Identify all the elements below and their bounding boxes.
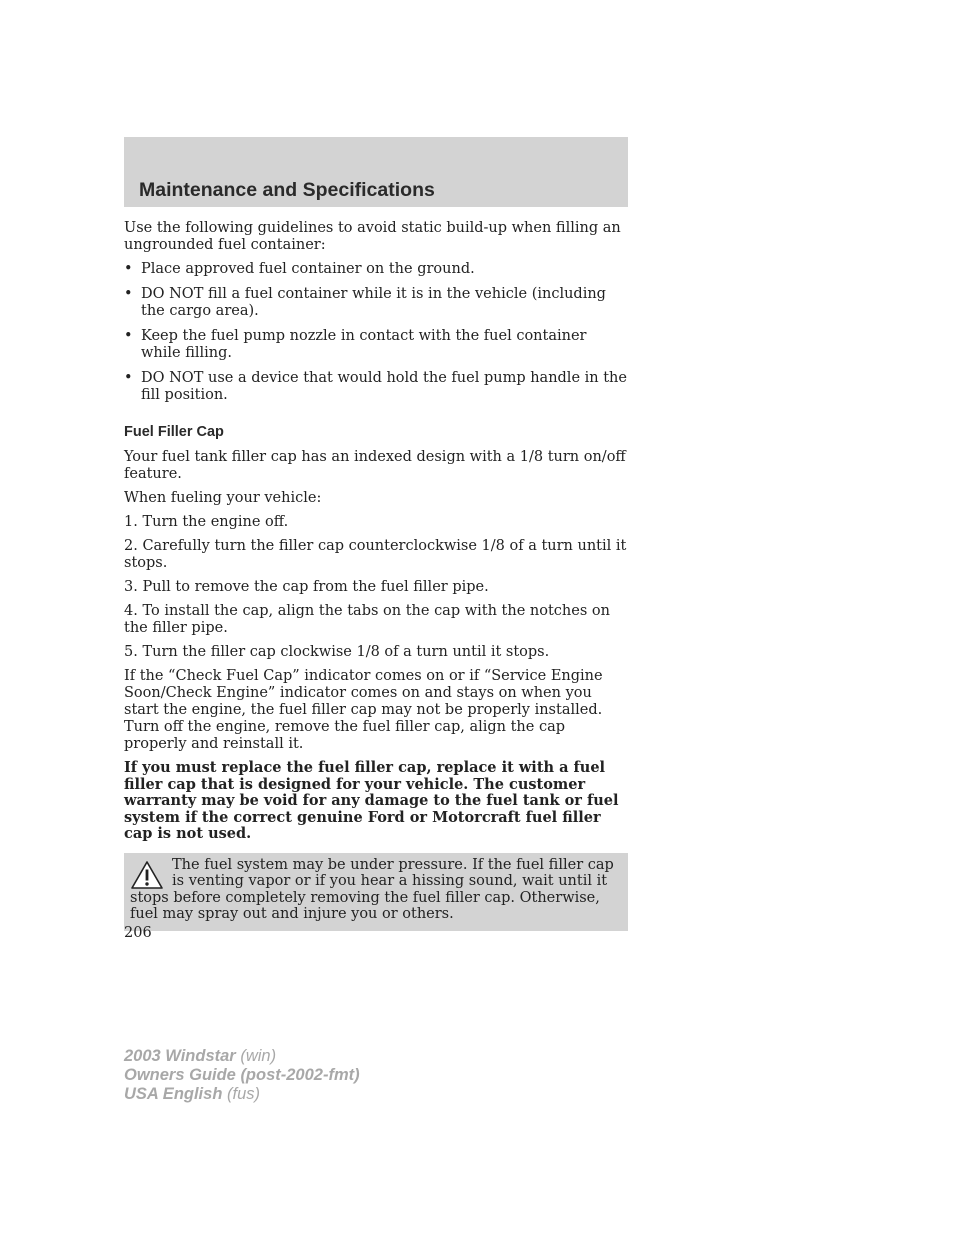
fueling-intro: When fueling your vehicle: — [124, 490, 322, 506]
guideline-list — [124, 261, 628, 404]
section-title: Maintenance and Specifications — [139, 179, 435, 201]
bullet-icon: • — [124, 328, 133, 344]
bullet-icon: • — [124, 370, 133, 386]
step-item: 1. Turn the engine off. — [124, 514, 289, 530]
footer-line-language: USA English (fus) — [124, 1085, 260, 1103]
step-item: 4. To install the cap, align the tabs on the cap with the notches on the filler pipe. — [124, 603, 610, 636]
warranty-note: If you must replace the fuel filler cap, replace it with a fuel filler cap that is designed for your vehicle. The customer warranty may be void for any damage to the fuel tank or fuel system if the correct genuine Ford or Motorcraft fuel filler cap is not used. — [124, 759, 619, 842]
indicator-paragraph: If the “Check Fuel Cap” indicator comes on or if “Service Engine Soon/Check Engine” indicator comes on and stays on when you start the engine, the fuel filler cap may not be properly installed. Turn off the engine, remove the fuel filler cap, align the cap properly and reinstall it. — [124, 668, 603, 752]
feature-paragraph: Your fuel tank filler cap has an indexed design with a 1/8 turn on/off feature. — [124, 449, 626, 482]
list-item: • Place approved fuel container on the ground. — [124, 261, 475, 277]
bullet-icon: • — [124, 261, 133, 277]
page-content — [124, 220, 628, 931]
intro-paragraph: Use the following guidelines to avoid static build-up when filling an ungrounded fuel container: — [124, 220, 621, 253]
step-item: 5. Turn the filler cap clockwise 1/8 of a turn until it stops. — [124, 644, 550, 660]
step-item: 3. Pull to remove the cap from the fuel filler pipe. — [124, 579, 489, 595]
step-item: 2. Carefully turn the filler cap counterclockwise 1/8 of a turn until it stops. — [124, 538, 627, 571]
bullet-icon: • — [124, 286, 133, 302]
footer-line-guide: Owners Guide (post-2002-fmt) — [124, 1066, 360, 1084]
document-footer — [124, 1047, 360, 1104]
warning-box — [124, 853, 628, 931]
list-item: • Keep the fuel pump nozzle in contact with the fuel container while filling. — [124, 328, 587, 361]
list-item: • DO NOT fill a fuel container while it is in the vehicle (including the cargo area). — [124, 286, 606, 319]
page-number: 206 — [124, 925, 152, 941]
warning-text: The fuel system may be under pressure. If the fuel filler cap is venting vapor or if you hear a hissing sound, wait until it stops before completely removing the fuel filler cap. Otherwise, fuel may spray out and injure you or others. — [130, 856, 614, 922]
list-item: • DO NOT use a device that would hold the fuel pump handle in the fill position. — [124, 370, 627, 403]
section-header-band — [124, 137, 628, 207]
footer-line-vehicle: 2003 Windstar (win) — [124, 1047, 277, 1065]
warning-triangle-icon — [130, 860, 164, 890]
step-list — [124, 514, 628, 661]
subsection-heading: Fuel Filler Cap — [124, 424, 224, 440]
